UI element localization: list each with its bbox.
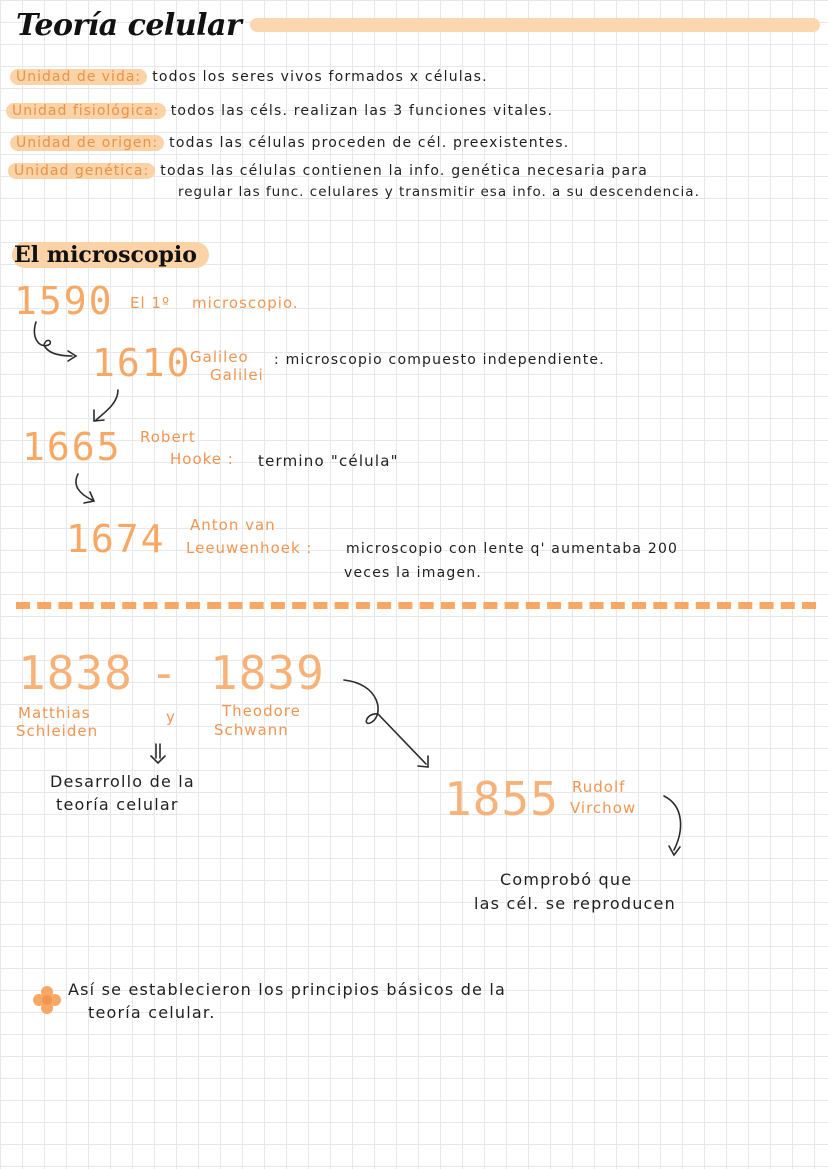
event-year: 1590 (14, 279, 114, 323)
person-name: Theodore (222, 702, 301, 720)
principle-text: todos los seres vivos formados x células. (152, 69, 488, 85)
principle-text: todas las células contienen la info. genética necesaria para (160, 163, 649, 179)
event-year: 1674 (66, 517, 166, 561)
arrow-icon (156, 744, 160, 758)
person-surname: Virchow (570, 799, 637, 817)
event-person: El 1º (130, 294, 171, 312)
principle-label: Unidad fisiológica: (6, 103, 166, 119)
principle-text-continued: regular las func. celulares y transmitir esa info. a su descendencia. (178, 184, 700, 200)
conjunction: y (166, 708, 176, 726)
arrow-icon (664, 796, 681, 850)
principle-label: Unidad de origen: (10, 135, 164, 151)
theory-year-end: 1839 (210, 646, 325, 700)
event-person: Anton van (190, 516, 276, 534)
conclusion-text-continued: teoría celular. (88, 1003, 216, 1022)
event-person-surname: Hooke : (170, 450, 234, 468)
event-desc: microscopio con lente q' aumentaba 200 (346, 541, 679, 557)
section-title-microscope: El microscopio (12, 242, 209, 268)
person-surname: Schleiden (16, 722, 99, 740)
principle-label: Unidad de vida: (10, 69, 147, 85)
arrowhead-icon (151, 756, 165, 763)
theory-year-virchow: 1855 (444, 772, 559, 826)
theory-result-continued: teoría celular (56, 795, 179, 814)
arrow-icon (34, 322, 72, 356)
principle-text: todas las células proceden de cél. preexistentes. (169, 135, 570, 151)
arrow-icon (96, 390, 118, 420)
event-person-surname: Galilei (210, 366, 264, 384)
person-name: Matthias (18, 704, 91, 722)
event-desc: microscopio. (192, 294, 299, 312)
person-surname: Schwann (214, 721, 289, 739)
event-desc: : microscopio compuesto independiente. (274, 352, 605, 368)
page-title: Teoría celular (16, 8, 242, 43)
conclusion-text: Así se establecieron los principios básicos de la (68, 980, 507, 999)
event-person: Galileo (190, 348, 249, 366)
event-desc: termino "célula" (258, 452, 399, 470)
arrow-icon (76, 474, 92, 500)
arrow-icon (344, 680, 426, 764)
event-person-surname: Leeuwenhoek : (186, 539, 313, 557)
theory-result: Desarrollo de la (50, 772, 195, 791)
theory-year-dash: - (150, 646, 179, 700)
event-year: 1610 (92, 341, 192, 385)
virchow-result-continued: las cél. se reproducen (474, 894, 676, 913)
event-person: Robert (140, 428, 196, 446)
principle-text: todos las céls. realizan las 3 funciones vitales. (170, 103, 554, 119)
theory-year-start: 1838 (18, 646, 133, 700)
person-name: Rudolf (572, 778, 626, 796)
event-year: 1665 (22, 425, 122, 469)
virchow-result: Comprobó que (500, 870, 633, 889)
event-desc-continued: veces la imagen. (344, 565, 483, 581)
principle-label: Unidad genética: (8, 163, 155, 179)
